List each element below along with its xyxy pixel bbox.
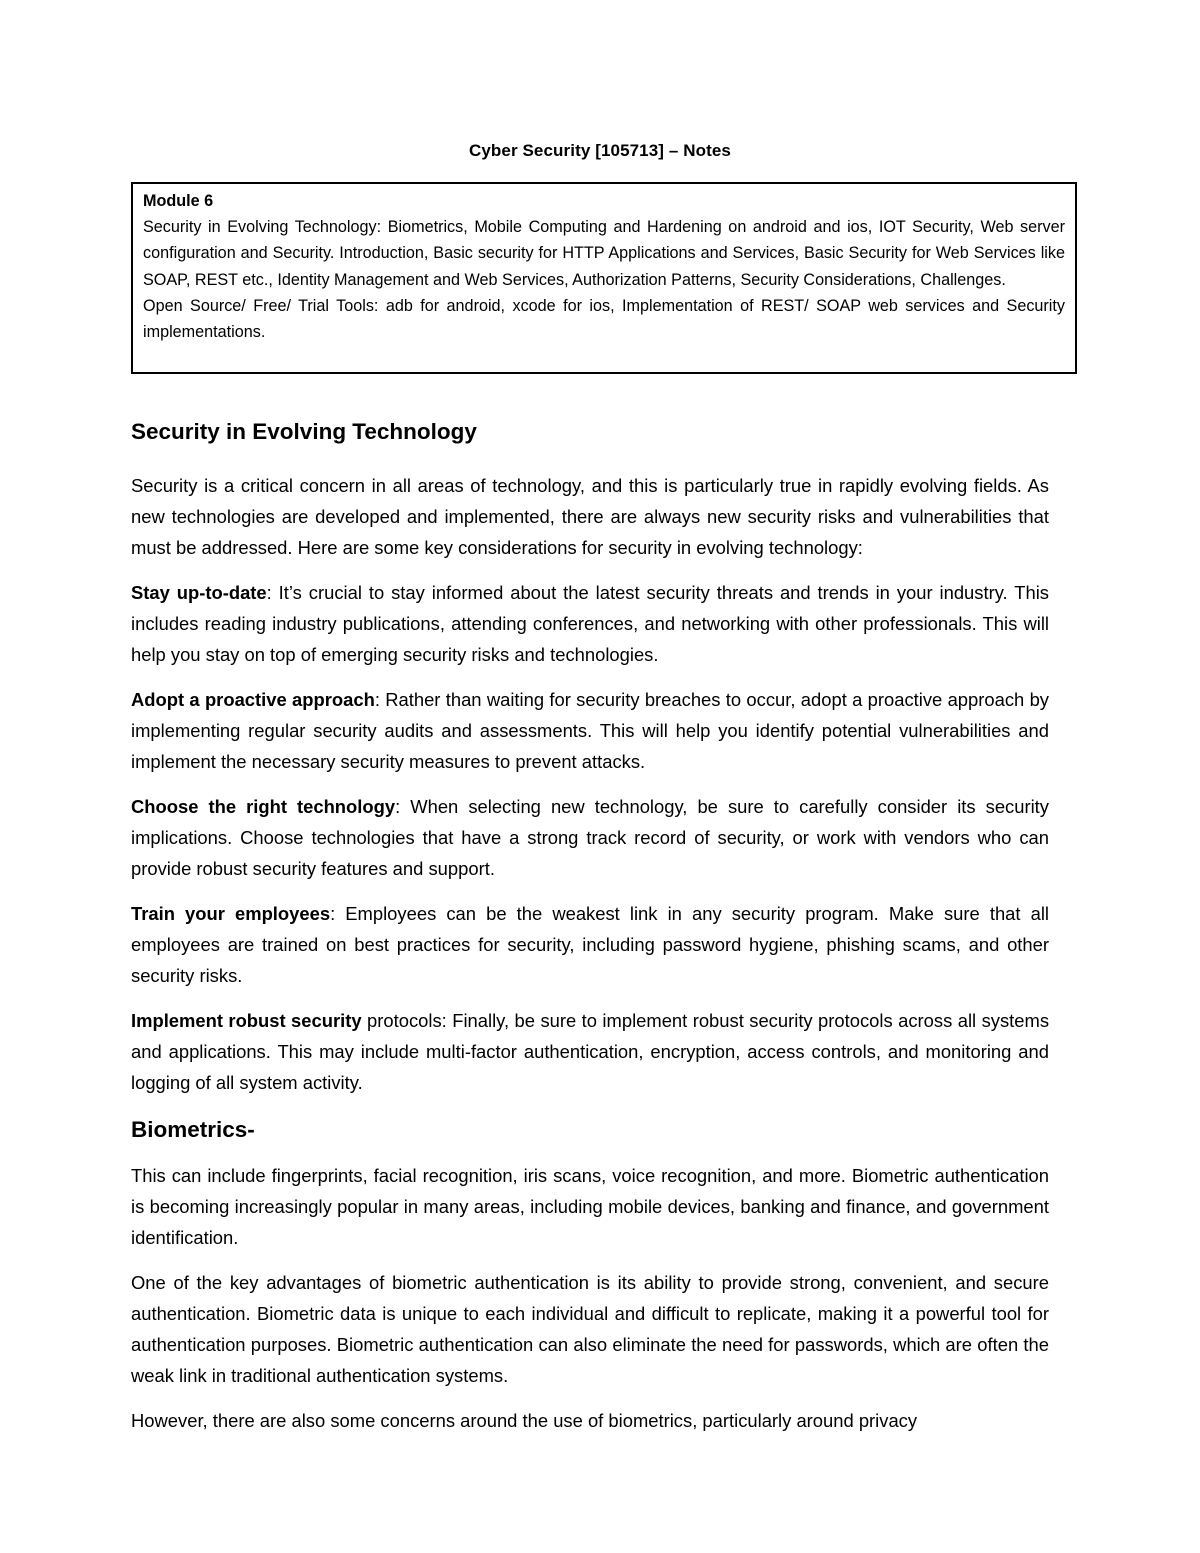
module-syllabus-box bbox=[131, 182, 1077, 374]
consideration-paragraph bbox=[131, 1005, 1049, 1098]
module-topics bbox=[143, 214, 1065, 293]
consideration-term: Implement robust security bbox=[131, 1010, 362, 1031]
consideration-term: Choose the right technology bbox=[131, 796, 396, 817]
module-topics-text: Biometrics, Mobile Computing and Hardening on android and ios, IOT Security, Web server configuration and Security. Introduction, Basic security for HTTP Applications and Services, Basic Security for Web Services like SOAP, REST etc., Identity Management and Web Services, Authorization Patterns, Security Considerations, Challenges. bbox=[143, 218, 1065, 289]
section-heading-biometrics: Biometrics- bbox=[131, 1117, 255, 1142]
module-tools: Open Source/ Free/ Trial Tools: adb for android, xcode for ios, Implementation of REST/ SOAP web services and Security implementations. bbox=[143, 296, 1065, 342]
consideration-paragraph bbox=[131, 791, 1049, 884]
intro-paragraph: Security is a critical concern in all areas of technology, and this is particularly true in rapidly evolving fields. As new technologies are developed and implemented, there are always new security risks and vulnerabilities that must be addressed. Here are some key considerations for security in evolving technology: bbox=[131, 475, 1049, 558]
consideration-term: Train your employees bbox=[131, 903, 331, 924]
biometrics-paragraph: One of the key advantages of biometric authentication is its ability to provide strong, convenient, and secure authentication. Biometric data is unique to each individual and difficult to replicate, making it a powerful tool for authentication purposes. Biometric authentication can also eliminate the need for passwords, which are often the weak link in traditional authentication systems. bbox=[131, 1272, 1049, 1386]
consideration-term: Stay up-to-date bbox=[131, 582, 267, 603]
biometrics-paragraph: However, there are also some concerns around the use of biometrics, particularly around privacy bbox=[131, 1410, 918, 1431]
consideration-paragraph bbox=[131, 898, 1049, 991]
module-topics-heading: Security in Evolving Technology: bbox=[143, 218, 382, 237]
biometrics-paragraph: This can include fingerprints, facial recognition, iris scans, voice recognition, and more. Biometric authentication is becoming increasingly popular in many areas, including mobile devices, banking and finance, and government identification. bbox=[131, 1165, 1049, 1248]
consideration-paragraph bbox=[131, 577, 1049, 670]
document-title: Cyber Security [105713] – Notes bbox=[468, 141, 731, 160]
consideration-text: protocols: Finally, be sure to implement robust security protocols across all systems and applications. This may include multi-factor authentication, encryption, access controls, and monitoring and logging of all system activity. bbox=[131, 1010, 1050, 1093]
document-body bbox=[131, 414, 1049, 1450]
consideration-text: : It’s crucial to stay informed about the latest security threats and trends in your industry. This includes reading industry publications, attending conferences, and networking with other professionals. This will help you stay on top of emerging security risks and technologies. bbox=[131, 582, 1049, 665]
consideration-text: : Rather than waiting for security breaches to occur, adopt a proactive approach by implementing regular security audits and assessments. This will help you identify potential vulnerabilities and implement the necessary security measures to prevent attacks. bbox=[131, 689, 1049, 772]
consideration-text: : When selecting new technology, be sure to carefully consider its security implications. Choose technologies that have a strong track record of security, or work with vendors who can provide robust security features and support. bbox=[131, 796, 1049, 879]
section-heading-evolving: Security in Evolving Technology bbox=[131, 419, 477, 444]
module-label: Module 6 bbox=[143, 192, 214, 210]
consideration-text: : Employees can be the weakest link in any security program. Make sure that all employees are trained on best practices for security, including password hygiene, phishing scams, and other security risks. bbox=[131, 903, 1050, 986]
consideration-paragraph bbox=[131, 684, 1049, 777]
consideration-term: Adopt a proactive approach bbox=[131, 689, 375, 710]
